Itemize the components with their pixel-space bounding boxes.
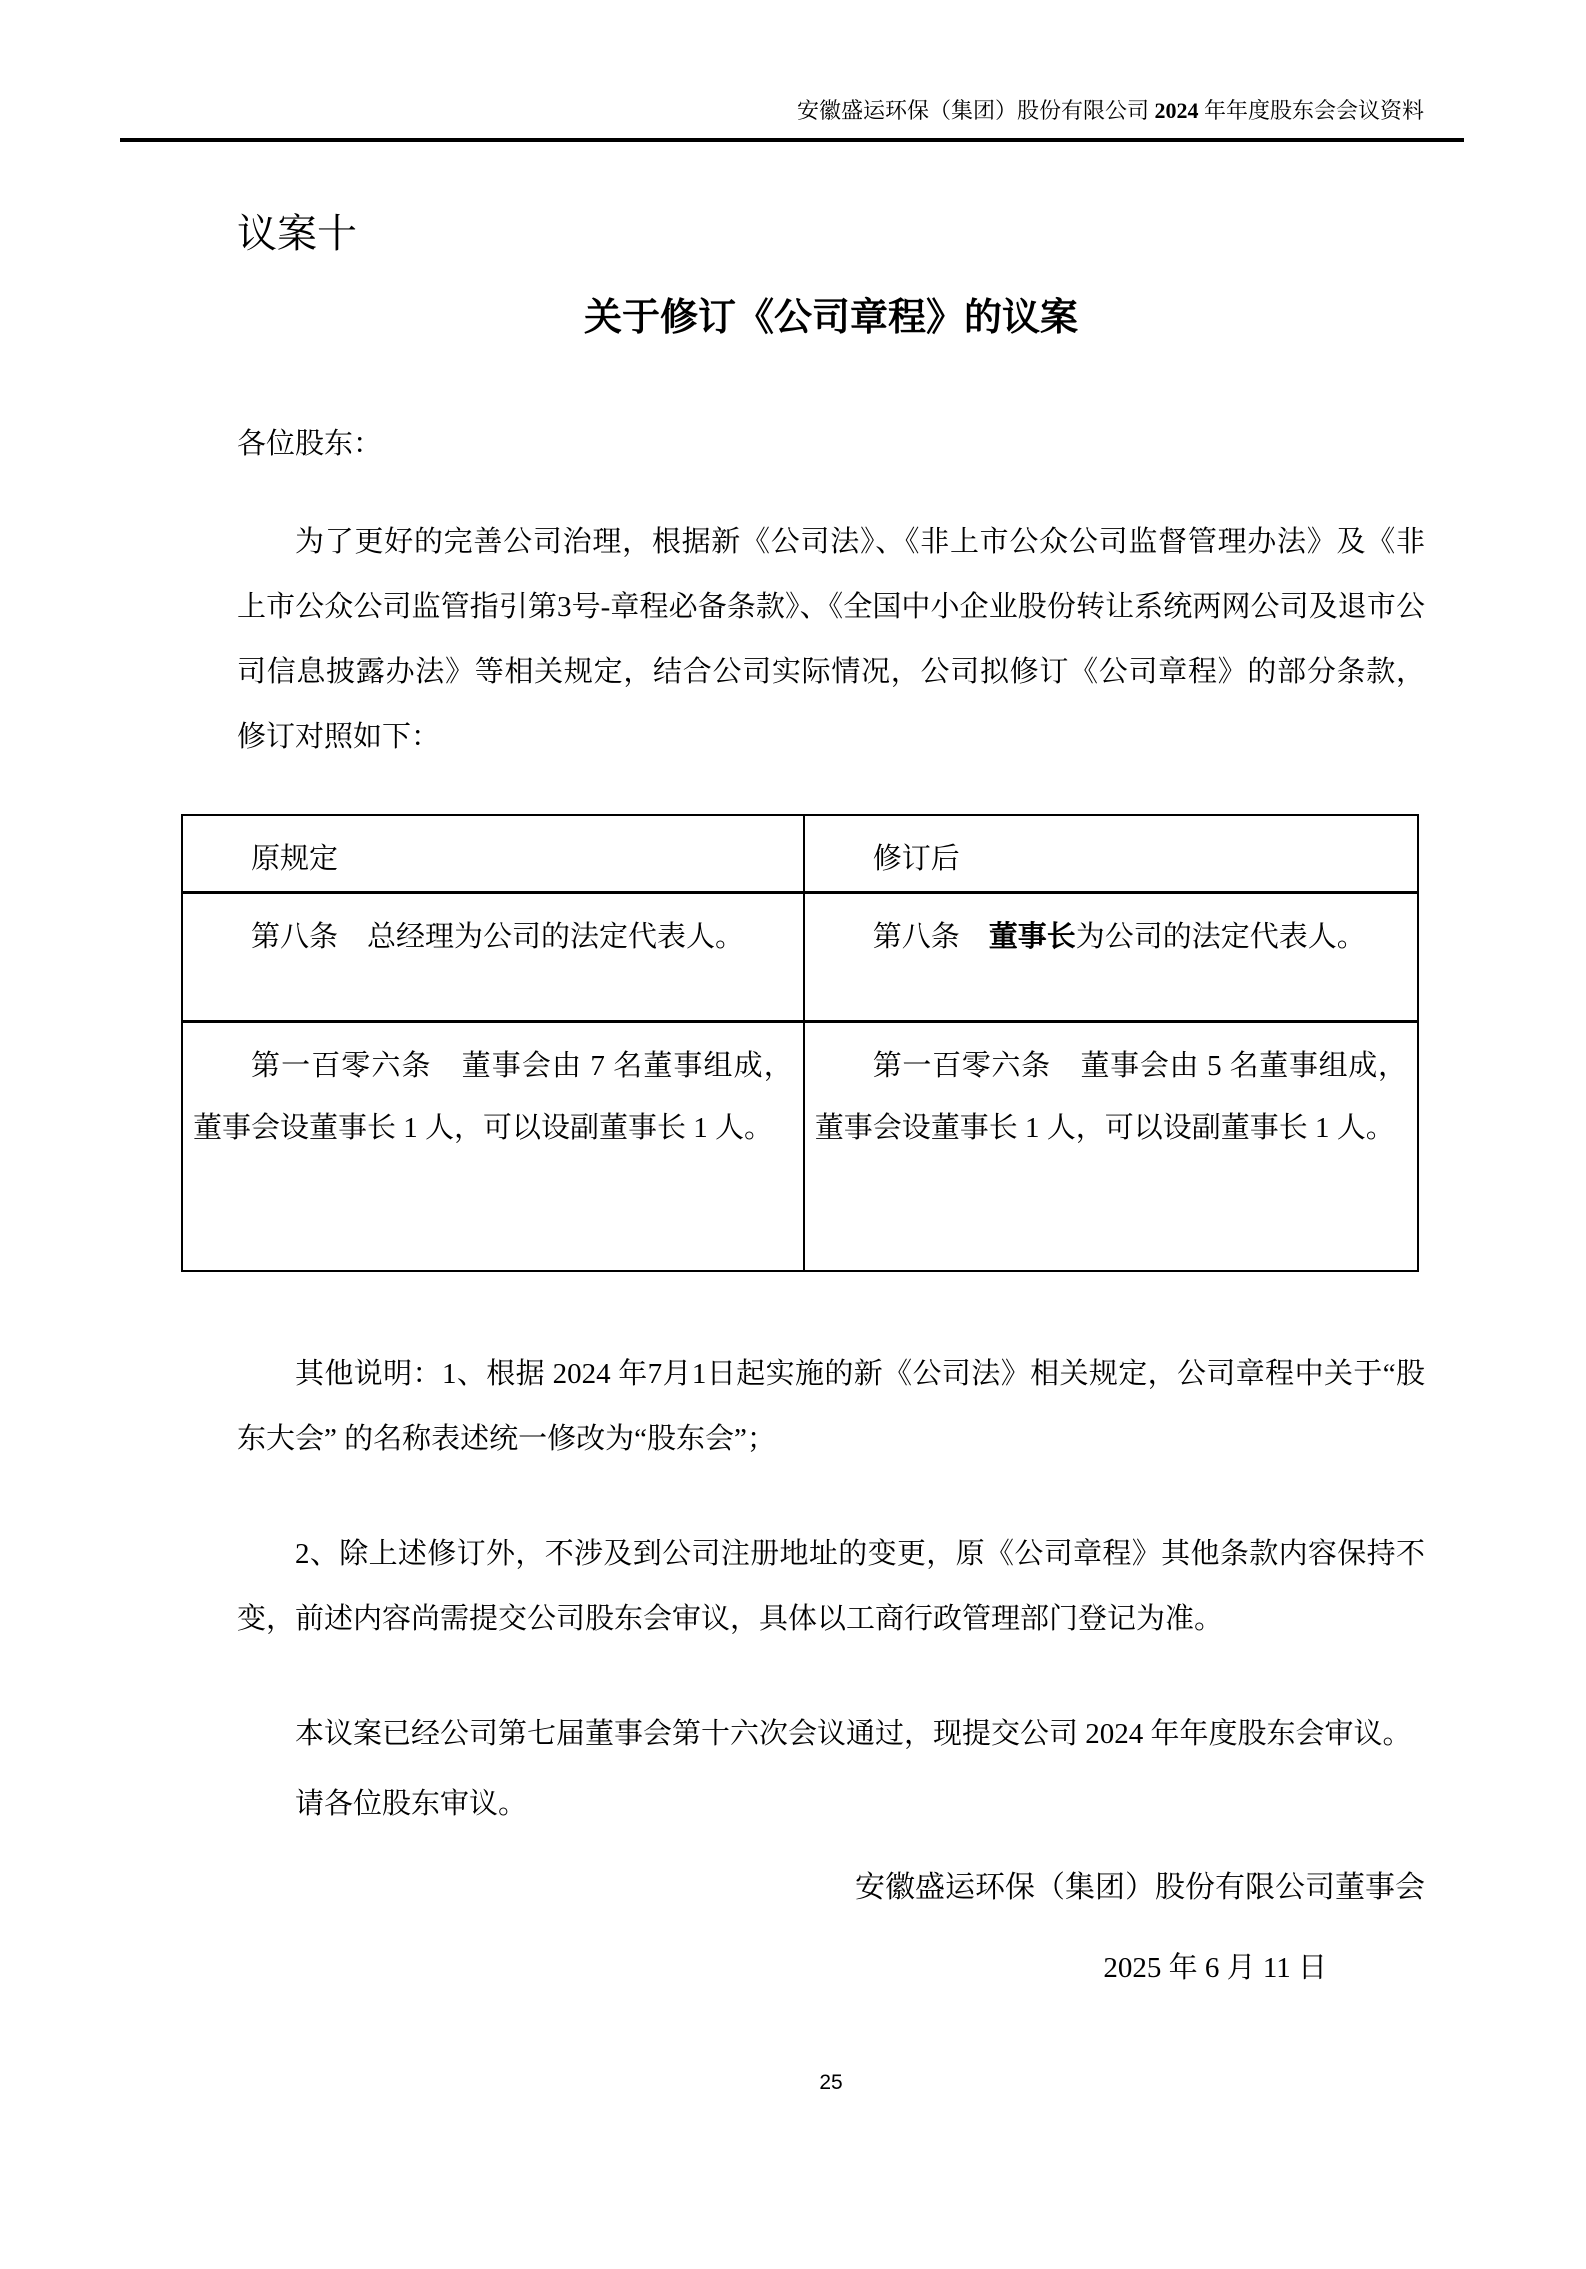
proposal-number-label: 议案十 xyxy=(237,211,357,256)
board-approval-paragraph: 本议案已经公司第七届董事会第十六次会议通过，现提交公司 2024 年年度股东会审议。 xyxy=(295,1718,1412,1750)
table-header-row xyxy=(182,815,1418,892)
date-line: 2025 年 6 月 11 日 xyxy=(1103,1952,1327,1984)
revision-comparison-table xyxy=(181,814,1419,1272)
article8-revised-bold-term: 董事长 xyxy=(988,920,1076,953)
article106-revised-text: 第一百零六条 董事会由 5 名董事组成，董事会设董事长 1 人，可以设副董事长 1 人。 xyxy=(814,1049,1407,1144)
signature-line: 安徽盛运环保（集团）股份有限公司董事会 xyxy=(855,1871,1425,1904)
cell-article106-revised xyxy=(804,1021,1418,1271)
column-header-original xyxy=(182,815,804,892)
cell-article106-original xyxy=(182,1021,804,1271)
other-notes-paragraph: 其他说明：1、根据 2024 年7月1日起实施的新《公司法》相关规定，公司章程中关于“股东大会” 的名称表述统一修改为“股东会”； xyxy=(237,1358,1425,1455)
article8-revised-prefix: 第八条 xyxy=(872,920,989,953)
table-row-article8 xyxy=(182,892,1418,1021)
page-number: 25 xyxy=(819,2071,843,2094)
article8-revised-suffix: 为公司的法定代表人。 xyxy=(1075,920,1366,953)
article8-original-text: 第八条 总经理为公司的法定代表人。 xyxy=(251,920,745,953)
page-header xyxy=(120,96,1464,142)
table-row-article106 xyxy=(182,1021,1418,1271)
column-header-revised-label: 修订后 xyxy=(872,843,960,875)
header-year: 2024 xyxy=(1154,98,1199,123)
header-text-suffix: 年年度股东会会议资料 xyxy=(1198,98,1424,123)
closing-request-paragraph: 请各位股东审议。 xyxy=(295,1788,528,1820)
note2-paragraph: 2、除上述修订外，不涉及到公司注册地址的变更，原《公司章程》其他条款内容保持不变，前述内容尚需提交公司股东会审议，具体以工商行政管理部门登记为准。 xyxy=(237,1538,1425,1635)
cell-article8-revised xyxy=(804,892,1418,1021)
document-title: 关于修订《公司章程》的议案 xyxy=(583,297,1078,339)
article8-revised-text xyxy=(815,906,1407,968)
column-header-original-label: 原规定 xyxy=(251,843,339,875)
cell-article8-original xyxy=(182,892,804,1021)
header-text-prefix: 安徽盛运环保（集团）股份有限公司 xyxy=(796,98,1155,123)
column-header-revised xyxy=(804,815,1418,892)
article106-original-text: 第一百零六条 董事会由 7 名董事组成，董事会设董事长 1 人，可以设副董事长 1 人。 xyxy=(193,1049,793,1144)
salutation: 各位股东： xyxy=(237,428,383,460)
intro-paragraph: 为了更好的完善公司治理，根据新《公司法》、《非上市公众公司监督管理办法》及《非上市公众公司监管指引第3号-章程必备条款》、《全国中小企业股份转让系统两网公司及退市公司信息披露办法》等相关规定，结合公司实际情况，公司拟修订《公司章程》的部分条款，修订对照如下： xyxy=(237,526,1425,753)
